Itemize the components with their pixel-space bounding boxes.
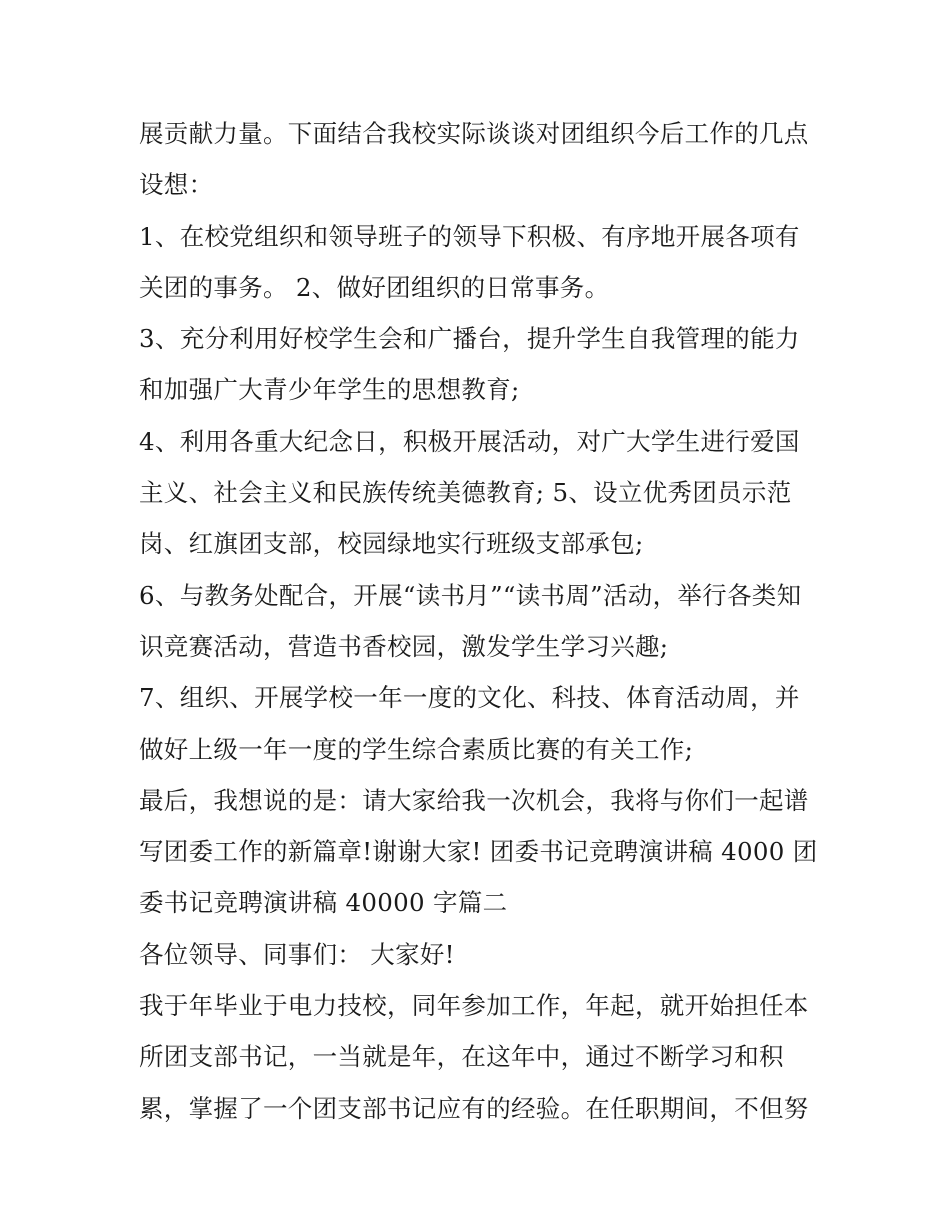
document-body xyxy=(139,108,829,1134)
text-line: 做好上级一年一度的学生综合素质比赛的有关工作; xyxy=(139,734,694,764)
text-line: 各位领导、同事们： 大家好! xyxy=(139,939,455,969)
text-line: 岗、红旗团支部，校园绿地实行班级支部承包; xyxy=(139,529,644,559)
text-line: 我于年毕业于电力技校，同年参加工作，年起，就开始担任本 xyxy=(139,991,809,1021)
text-line: 最后，我想说的是：请大家给我一次机会，我将与你们一起谱 xyxy=(139,785,809,815)
text-line: 所团支部书记，一当就是年，在这年中，通过不断学习和积 xyxy=(139,1042,784,1072)
text-line: 委书记竞聘演讲稿 40000 字篇二 xyxy=(139,888,508,918)
text-line: 6、与教务处配合，开展“读书月”“读书周”活动，举行各类知 xyxy=(139,580,802,610)
text-line: 4、利用各重大纪念日，积极开展活动，对广大学生进行爱国 xyxy=(139,426,800,456)
text-line: 累，掌握了一个团支部书记应有的经验。在任职期间，不但努 xyxy=(139,1093,809,1123)
text-line: 关团的事务。 2、做好团组织的日常事务。 xyxy=(139,272,610,302)
text-line: 写团委工作的新篇章!谢谢大家! 团委书记竞聘演讲稿 4000 团 xyxy=(139,837,818,867)
text-line: 展贡献力量。下面结合我校实际谈谈对团组织今后工作的几点 xyxy=(139,119,809,148)
text-line: 7、组织、开展学校一年一度的文化、科技、体育活动周，并 xyxy=(139,683,800,713)
text-line: 3、充分利用好校学生会和广播台，提升学生自我管理的能力 xyxy=(139,324,800,354)
text-line: 识竞赛活动，营造书香校园，激发学生学习兴趣; xyxy=(139,631,669,661)
text-line: 1、在校党组织和领导班子的领导下积极、有序地开展各项有 xyxy=(139,221,800,251)
text-line: 主义、社会主义和民族传统美德教育; 5、设立优秀团员示范 xyxy=(139,478,792,508)
text-line: 设想： xyxy=(139,170,214,200)
text-line: 和加强广大青少年学生的思想教育; xyxy=(139,375,520,405)
